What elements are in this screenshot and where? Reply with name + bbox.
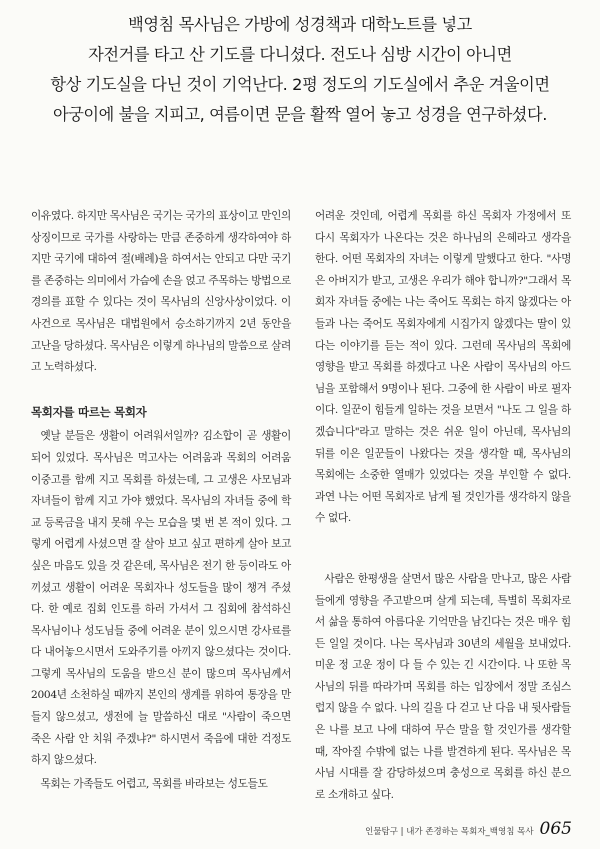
page-footer [365, 819, 572, 839]
pull-quote-line: 백영침 목사님은 가방에 성경책과 대학노트를 넣고 [128, 15, 472, 34]
paragraph-closing: 사람은 한평생을 살면서 많은 사람을 만나고, 많은 사람들에게 영향을 주고받으며 살게 되는데, 특별히 목회자로서 삶을 통하여 아름다운 기억만을 남긴다는 것은 매우 힘든 일일 것이다. 나는 목사님과 30년의 세월을 보내었다. 미운 정 고운 정이 다 들 수 있는 긴 시간이다. 나 또한 목사님의 뒤를 따라가며 목회를 하는 입장에서 정말 조심스럽지 않을 수 없다. 나의 길을 다 걷고 난 다음 내 뒷사람들은 나를 보고 나에 대하여 무슨 말을 할 것인가를 생각할 때, 작아질 수밖에 없는 나를 발견하게 된다. 목사님은 목사님 시대를 잘 감당하셨으며 충성으로 목회를 하신 분으로 소개하고 싶다. [315, 572, 571, 801]
running-title: 인물탐구 | 내가 존경하는 목회자_백영침 목사 [365, 827, 534, 837]
paragraph-last: 목회는 가족들도 어렵고, 목회를 바라보는 성도들도 [40, 777, 268, 790]
left-column [31, 206, 291, 795]
section-heading: 목회자를 따르는 목회자 [31, 404, 147, 419]
pull-quote-line: 자전거를 타고 산 기도를 다니셨다. 전도나 심방 시간이 아니면 [88, 45, 512, 64]
pull-quote [30, 10, 570, 130]
page-number: 065 [539, 819, 572, 839]
paragraph-intro: 이유였다. 하지만 목사님은 국기는 국가의 표상이고 만인의 상징이므로 국가를 사랑하는 만큼 존중하게 생각하여야 하지만 국기에 대하여 절(배례)을 하여서는 안되고 다만 국기를 존중하는 의미에서 가슴에 손을 얹고 주목하는 방법으로 경의를 표할 수 있다는 것이 목사님의 신앙사상이었다. 이 사건으로 목사님은 대법원에서 승소하기까지 2년 동안을 고난을 당하셨다. 목사님은 이렇게 하나님의 말씀으로 살려고 노력하셨다. [31, 210, 291, 374]
pull-quote-line: 아궁이에 불을 지피고, 여름이면 문을 활짝 열어 놓고 성경을 연구하셨다. [52, 105, 548, 124]
right-column [315, 206, 571, 806]
paragraph-continued: 어려운 것인데, 어렵게 목회를 하신 목회자 가정에서 또 다시 목회자가 나온다는 것은 하나님의 은혜라고 생각을 한다. 어떤 목회자의 자녀는 이렇게 말했다고 한다. "사명은 아버지가 받고, 고생은 우리가 해야 합니까?"그래서 목회자 자녀들 중에는 나는 죽어도 목회는 하지 않겠다는 아들과 나는 죽어도 목회자에게 시집가지 않겠다는 딸이 있다는 이야기를 듣는 적이 있다. 그런데 목사님의 목회에 영향을 받고 목회를 하겠다고 나온 사람이 목사님의 아드님을 포함해서 9명이나 된다. 그중에 한 사람이 바로 필자이다. 일꾼이 힘들게 일하는 것을 보면서 "나도 그 일을 하겠습니다"라고 말하는 것은 쉬운 일이 아닌데, 목사님의 뒤를 이은 일꾼들이 나왔다는 것을 생각할 때, 목사님의 목회에는 소중한 열매가 있었다는 것을 부인할 수 없다. 과연 나는 어떤 목회자로 남게 될 것인가를 생각하지 않을 수 없다. [315, 210, 571, 525]
paragraph-main: 옛날 분들은 생활이 어려워서일까? 김소합이 곧 생활이 되어 있었다. 목사님은 먹고사는 어려움과 목회의 어려움 이중고를 함께 지고 목회를 하셨는데, 그 고생은 사모님과 자녀들이 함께 지고 가야 했었다. 목사님의 자녀들 중에 학교 등록금을 내지 못해 우는 모습을 몇 번 본 적이 있다. 그렇게 어렵게 사셨으면 잘 살아 보고 싶고 편하게 살아 보고 싶은 마음도 있을 것 같은데, 목사님은 전기 한 등이라도 아끼셨고 생활이 어려운 목회자나 성도들을 많이 챙겨 주셨다. 한 예로 집회 인도를 하러 가셔서 그 집회에 참석하신 목사님이나 성도님들 중에 어려운 분이 있으시면 강사료를 다 내어놓으시면서 도와주기를 아끼지 않으셨다는 것이다. 그렇게 목사님의 도움을 받으신 분이 많으며 목사님께서 2004년 소천하실 때까지 본인의 생계를 위하여 통장을 만들지 않으셨고, 생전에 늘 말씀하신 대로 "사람이 죽으면 죽은 사람 안 치워 주겠냐?" 하시면서 죽음에 대한 걱정도 하지 않으셨다. [31, 430, 291, 767]
pull-quote-line: 항상 기도실을 다닌 것이 기억난다. 2평 정도의 기도실에서 추운 겨울이면 [50, 75, 550, 94]
